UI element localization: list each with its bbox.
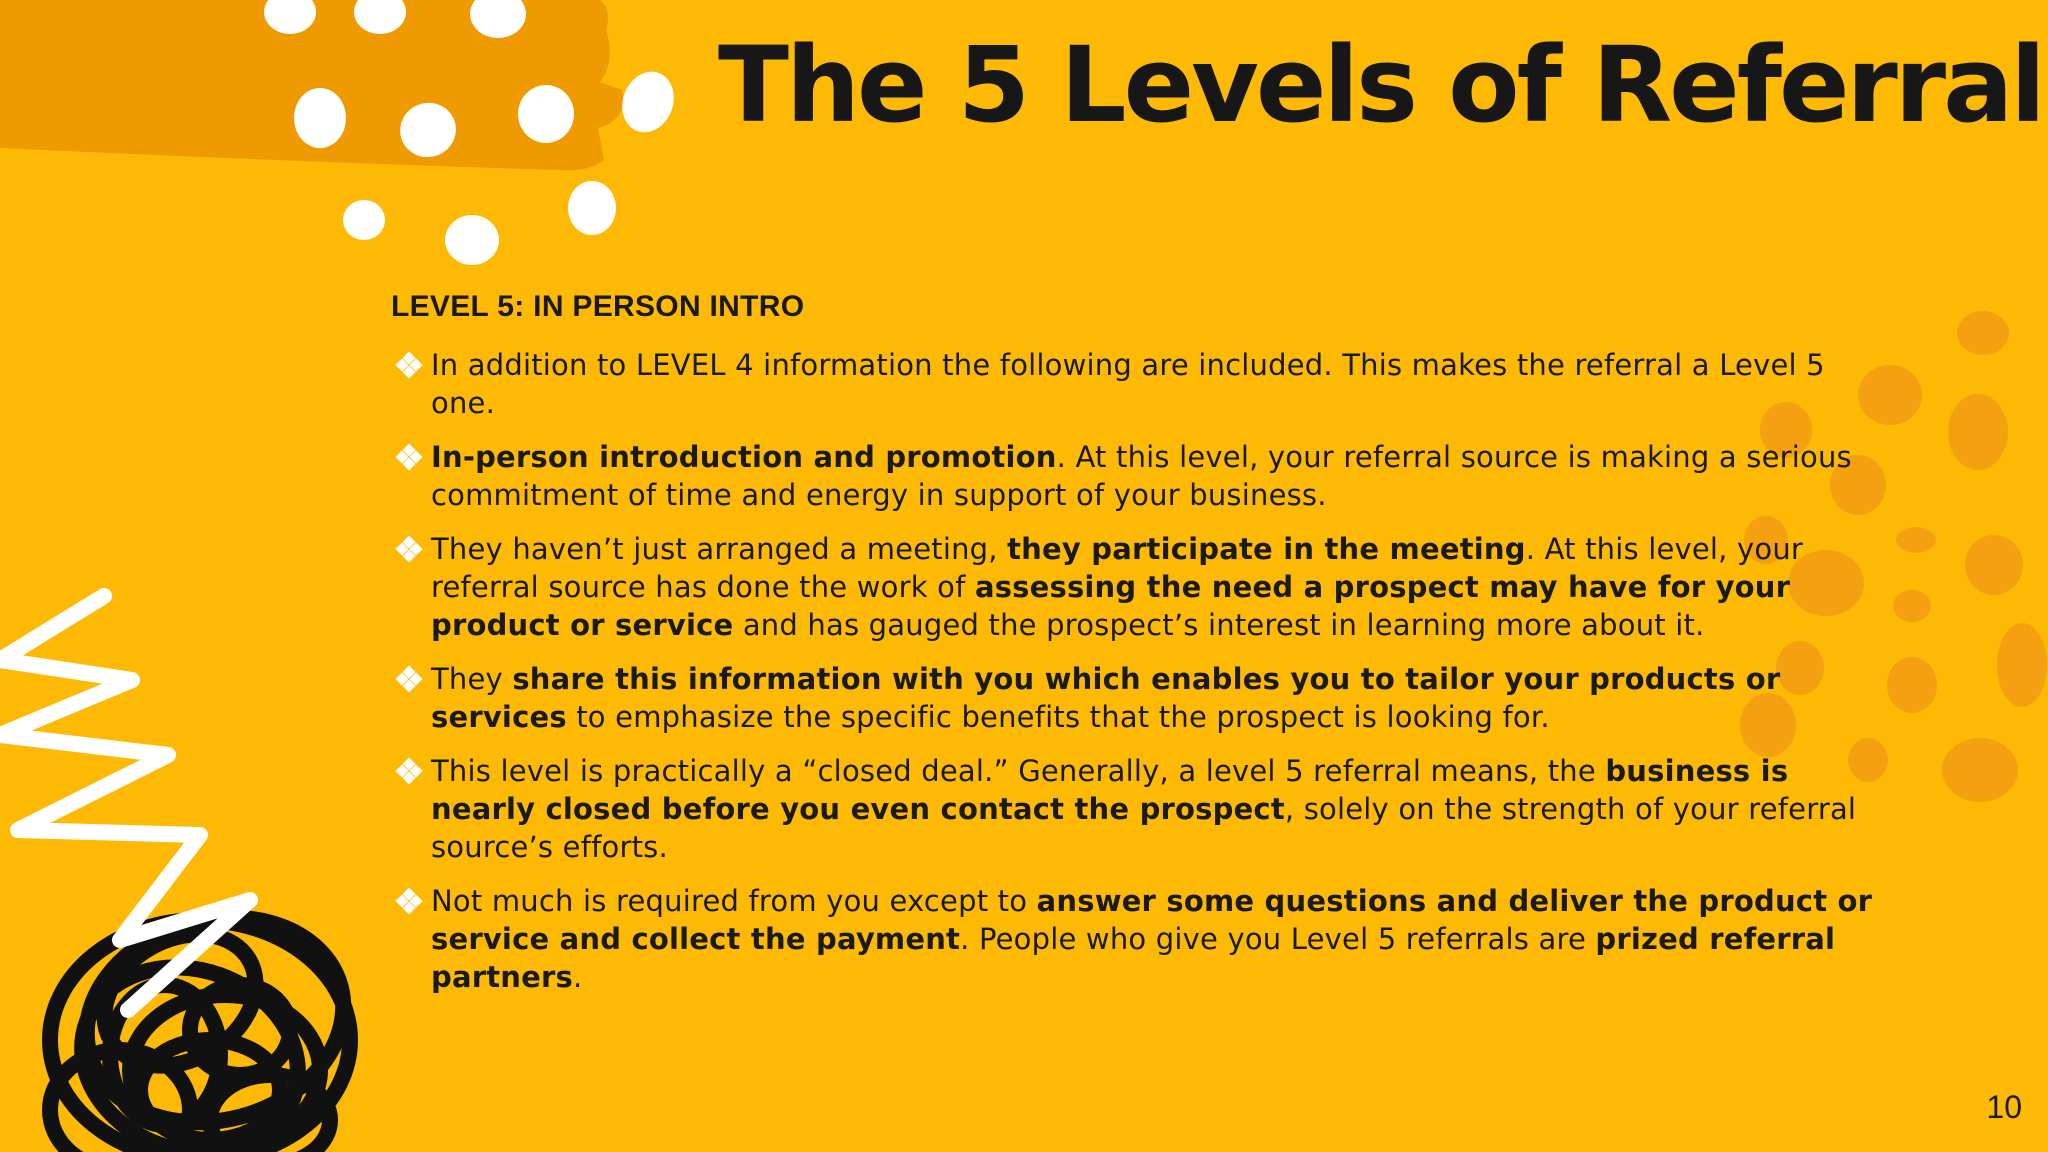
bullet-text: . — [572, 960, 583, 994]
bullet-item — [391, 530, 1891, 644]
bullet-list — [391, 346, 1891, 996]
page-number: 10 — [1986, 1089, 2022, 1125]
bullet-text: . At this level, your referral source has done the work of — [431, 532, 1804, 604]
slide-title: The 5 Levels of Referral — [718, 24, 2043, 146]
bullet-bold-text: they participate in the meeting — [1007, 532, 1526, 566]
bullet-item — [391, 882, 1891, 996]
bullet-text: to emphasize the specific benefits that the prospect is looking for. — [566, 700, 1550, 734]
four-diamond-bullet-icon — [394, 886, 424, 916]
bullet-text: They haven’t just arranged a meeting, — [431, 532, 1008, 566]
bullet-text: . People who give you Level 5 referrals are — [960, 922, 1596, 956]
bullet-text: Not much is required from you except to — [431, 884, 1037, 918]
bullet-bold-text: prized referral partners — [431, 922, 1836, 994]
four-diamond-bullet-icon — [394, 664, 424, 694]
bullet-bold-text: business is nearly closed before you even contact the prospect — [431, 754, 1789, 826]
bullet-bold-text: assessing the need a prospect may have for your product or service — [431, 570, 1791, 642]
bullet-text: This level is practically a “closed deal.” Generally, a level 5 referral means, the — [431, 754, 1606, 788]
bullet-text: and has gauged the prospect’s interest in learning more about it. — [733, 608, 1705, 642]
bullet-text: They — [431, 662, 513, 696]
four-diamond-bullet-icon — [394, 534, 424, 564]
bullet-text: , solely on the strength of your referral source’s efforts. — [431, 792, 1857, 864]
scribble-decoration — [0, 0, 420, 1152]
bullet-bold-text: In-person introduction and promotion — [431, 440, 1057, 474]
section-heading: LEVEL 5: IN PERSON INTRO — [391, 290, 805, 323]
bullet-bold-text: share this information with you which enables you to tailor your products or services — [431, 662, 1781, 734]
four-diamond-bullet-icon — [394, 350, 424, 380]
bullet-item — [391, 752, 1891, 866]
four-diamond-bullet-icon — [394, 756, 424, 786]
four-diamond-bullet-icon — [394, 442, 424, 472]
bullet-item — [391, 346, 1891, 422]
bullet-bold-text: answer some questions and deliver the product or service and collect the payment — [431, 884, 1873, 956]
bullet-item — [391, 438, 1891, 514]
bullet-text: In addition to LEVEL 4 information the following are included. This makes the referral a Level 5 one. — [431, 348, 1825, 420]
level-5-section — [391, 290, 1891, 1012]
bullet-text: . At this level, your referral source is making a serious commitment of time and energy in support of your business. — [431, 440, 1852, 512]
bullet-item — [391, 660, 1891, 736]
